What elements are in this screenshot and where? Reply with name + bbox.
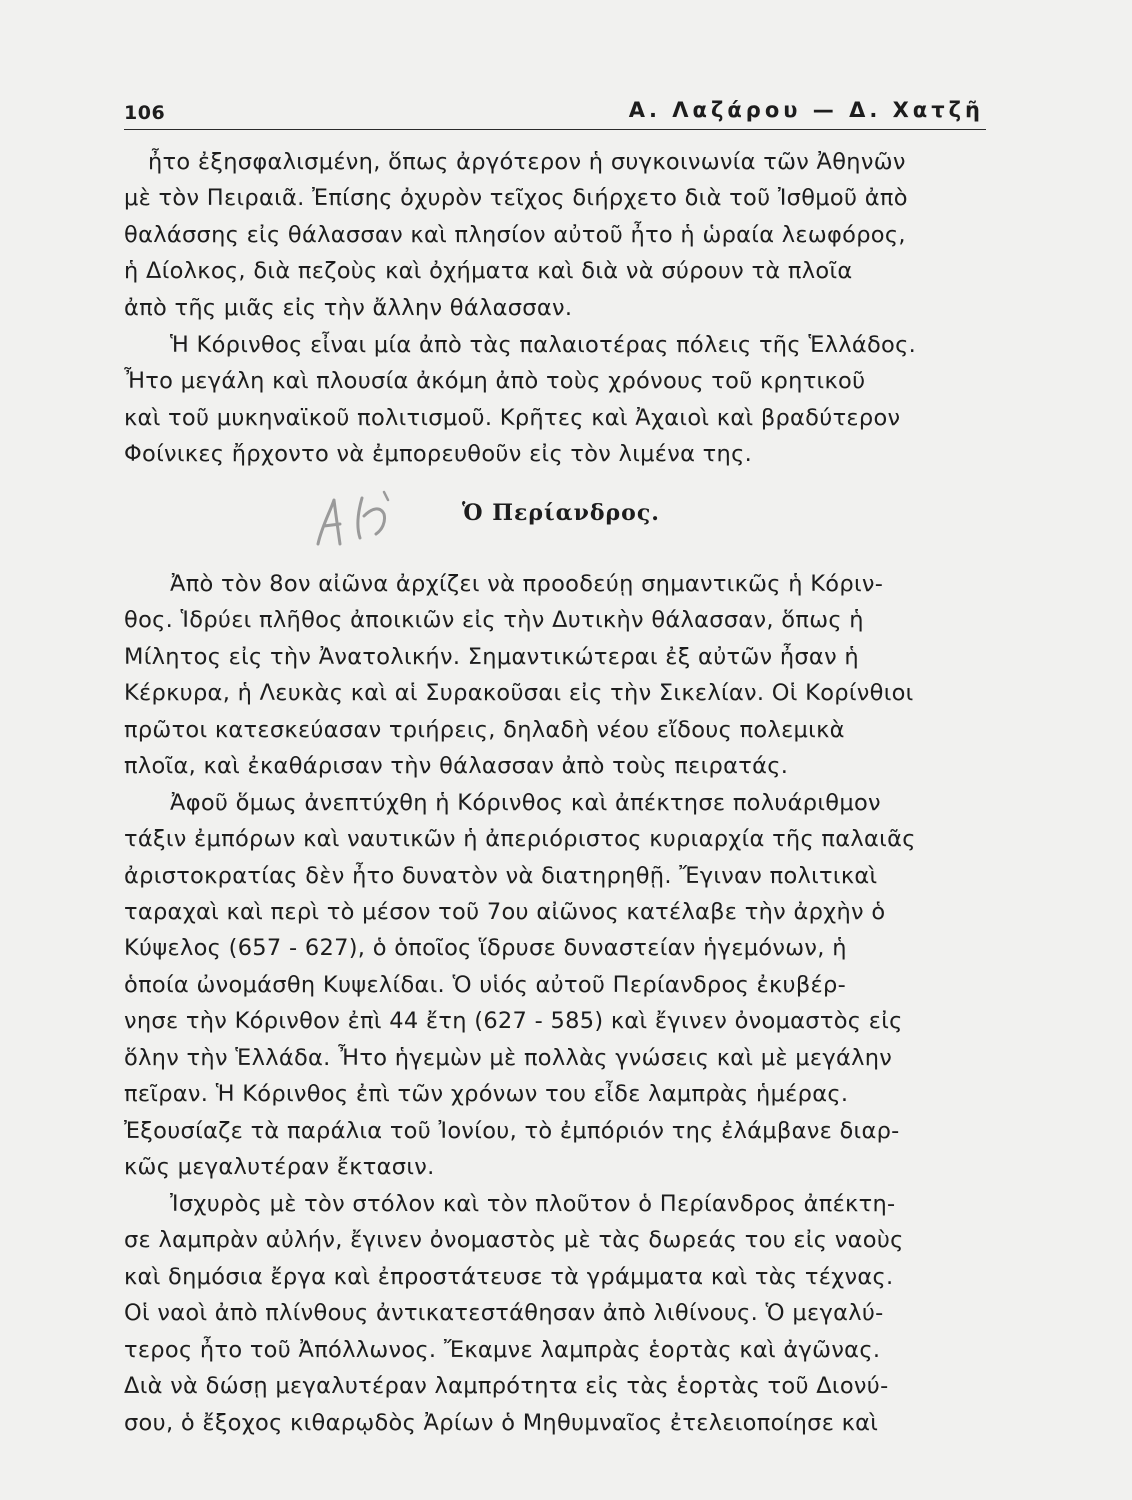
text-line: θαλάσσης εἰς θάλασσαν καὶ πλησίον αὐτοῦ ἦτο ἡ ὡραία λεωφόρος, [124,222,906,248]
text-line: καὶ δημόσια ἔργα καὶ ἐπροστάτευσε τὰ γράμματα καὶ τὰς τέχνας. [124,1264,894,1290]
text-line: πεῖραν. Ἡ Κόρινθος ἐπὶ τῶν χρόνων του εἶδε λαμπρὰς ἡμέρας. [124,1081,849,1107]
text-line: ἀριστοκρατίας δὲν ἦτο δυνατὸν νὰ διατηρηθῇ. Ἔγιναν πολιτικαὶ [124,863,878,889]
text-line: καὶ τοῦ μυκηναϊκοῦ πολιτισμοῦ. Κρῆτες καὶ Ἀχαιοὶ καὶ βραδύτερον [124,405,901,431]
text-line: Ἀπὸ τὸν 8ον αἰῶνα ἀρχίζει νὰ προοδεύῃ σημαντικῶς ἡ Κόριν- [170,571,884,597]
text-line: θος. Ἱδρύει πλῆθος ἀποικιῶν εἰς τὴν Δυτικὴν θάλασσαν, ὅπως ἡ [124,607,864,633]
text-line: ταραχαὶ καὶ περὶ τὸ μέσον τοῦ 7ου αἰῶνος κατέλαβε τὴν ἀρχὴν ὁ [124,899,886,925]
text-line: Διὰ νὰ δώσῃ μεγαλυτέραν λαμπρότητα εἰς τὰς ἑορτὰς τοῦ Διονύ- [124,1373,889,1399]
text-line: τερος ἦτο τοῦ Ἀπόλλωνος. Ἔκαμνε λαμπρὰς ἑορτὰς καὶ ἀγῶνας. [124,1337,881,1363]
text-line: σε λαμπρὰν αὐλήν, ἔγινεν ὀνομαστὸς μὲ τὰς δωρεάς του εἰς ναοὺς [124,1227,904,1253]
section-heading: Ὁ Περίανδρος. [462,500,660,526]
text-line: Οἱ ναοὶ ἀπὸ πλίνθους ἀντικατεστάθησαν ἀπὸ λιθίνους. Ὁ μεγαλύ- [124,1300,884,1326]
page-header [124,92,986,132]
text-line: Κύψελος (657 - 627), ὁ ὁποῖος ἵδρυσε δυναστείαν ἡγεμόνων, ἡ [124,935,847,961]
text-line: Ἐξουσίαζε τὰ παράλια τοῦ Ἰονίου, τὸ ἐμπόριόν της ἐλάμβανε διαρ- [124,1118,900,1144]
text-line: ὅλην τὴν Ἑλλάδα. Ἦτο ἡγεμὼν μὲ πολλὰς γνώσεις καὶ μὲ μεγάλην [124,1045,893,1071]
text-line: ἦτο ἐξησφαλισμένη, ὅπως ἀργότερον ἡ συγκοινωνία τῶν Ἀθηνῶν [148,149,906,175]
text-line: τάξιν ἐμπόρων καὶ ναυτικῶν ἡ ἀπεριόριστος κυριαρχία τῆς παλαιᾶς [124,826,916,852]
text-line: Ἰσχυρὸς μὲ τὸν στόλον καὶ τὸν πλοῦτον ὁ Περίανδρος ἀπέκτη- [170,1191,896,1217]
text-line: Ἀφοῦ ὅμως ἀνεπτύχθη ἡ Κόρινθος καὶ ἀπέκτησε πολυάριθμον [170,790,881,816]
text-line: πλοῖα, καὶ ἐκαθάρισαν τὴν θάλασσαν ἀπὸ τοὺς πειρατάς. [124,753,789,779]
text-line: νησε τὴν Κόρινθον ἐπὶ 44 ἔτη (627 - 585) καὶ ἔγινεν ὀνομαστὸς εἰς [124,1008,903,1034]
text-line: κῶς μεγαλυτέραν ἔκτασιν. [124,1154,435,1180]
text-line: ὁποία ὠνομάσθη Κυψελίδαι. Ὁ υἱός αὐτοῦ Περίανδρος ἐκυβέρ- [124,972,846,998]
page-number: 106 [124,102,166,124]
text-line: ἀπὸ τῆς μιᾶς εἰς τὴν ἄλλην θάλασσαν. [124,295,573,321]
text-line: σου, ὁ ἔξοχος κιθαρῳδὸς Ἀρίων ὁ Μηθυμναῖος ἐτελειοποίησε καὶ [124,1410,879,1436]
text-line: Ἡ Κόρινθος εἶναι μία ἀπὸ τὰς παλαιοτέρας πόλεις τῆς Ἑλλάδος. [170,332,917,358]
text-line: Ἦτο μεγάλη καὶ πλουσία ἀκόμη ἀπὸ τοὺς χρόνους τοῦ κρητικοῦ [124,368,866,394]
header-rule [124,129,986,130]
running-head: Α. Λαζάρου — Δ. Χατζῆ [628,98,984,122]
text-line: Μίλητος εἰς τὴν Ἀνατολικήν. Σημαντικώτεραι ἐξ αὐτῶν ἦσαν ἡ [124,644,859,670]
handwritten-annotation [300,486,410,556]
text-line: Φοίνικες ἤρχοντο νὰ ἐμπορευθοῦν εἰς τὸν λιμένα της. [124,441,753,467]
text-line: ἡ Δίολκος, διὰ πεζοὺς καὶ ὀχήματα καὶ διὰ νὰ σύρουν τὰ πλοῖα [124,258,853,284]
text-line: Κέρκυρα, ἡ Λευκὰς καὶ αἱ Συρακοῦσαι εἰς τὴν Σικελίαν. Οἱ Κορίνθιοι [124,680,914,706]
text-line: μὲ τὸν Πειραιᾶ. Ἐπίσης ὀχυρὸν τεῖχος διήρχετο διὰ τοῦ Ἰσθμοῦ ἀπὸ [124,185,908,211]
text-line: πρῶτοι κατεσκεύασαν τριήρεις, δηλαδὴ νέου εἴδους πολεμικὰ [124,717,845,743]
